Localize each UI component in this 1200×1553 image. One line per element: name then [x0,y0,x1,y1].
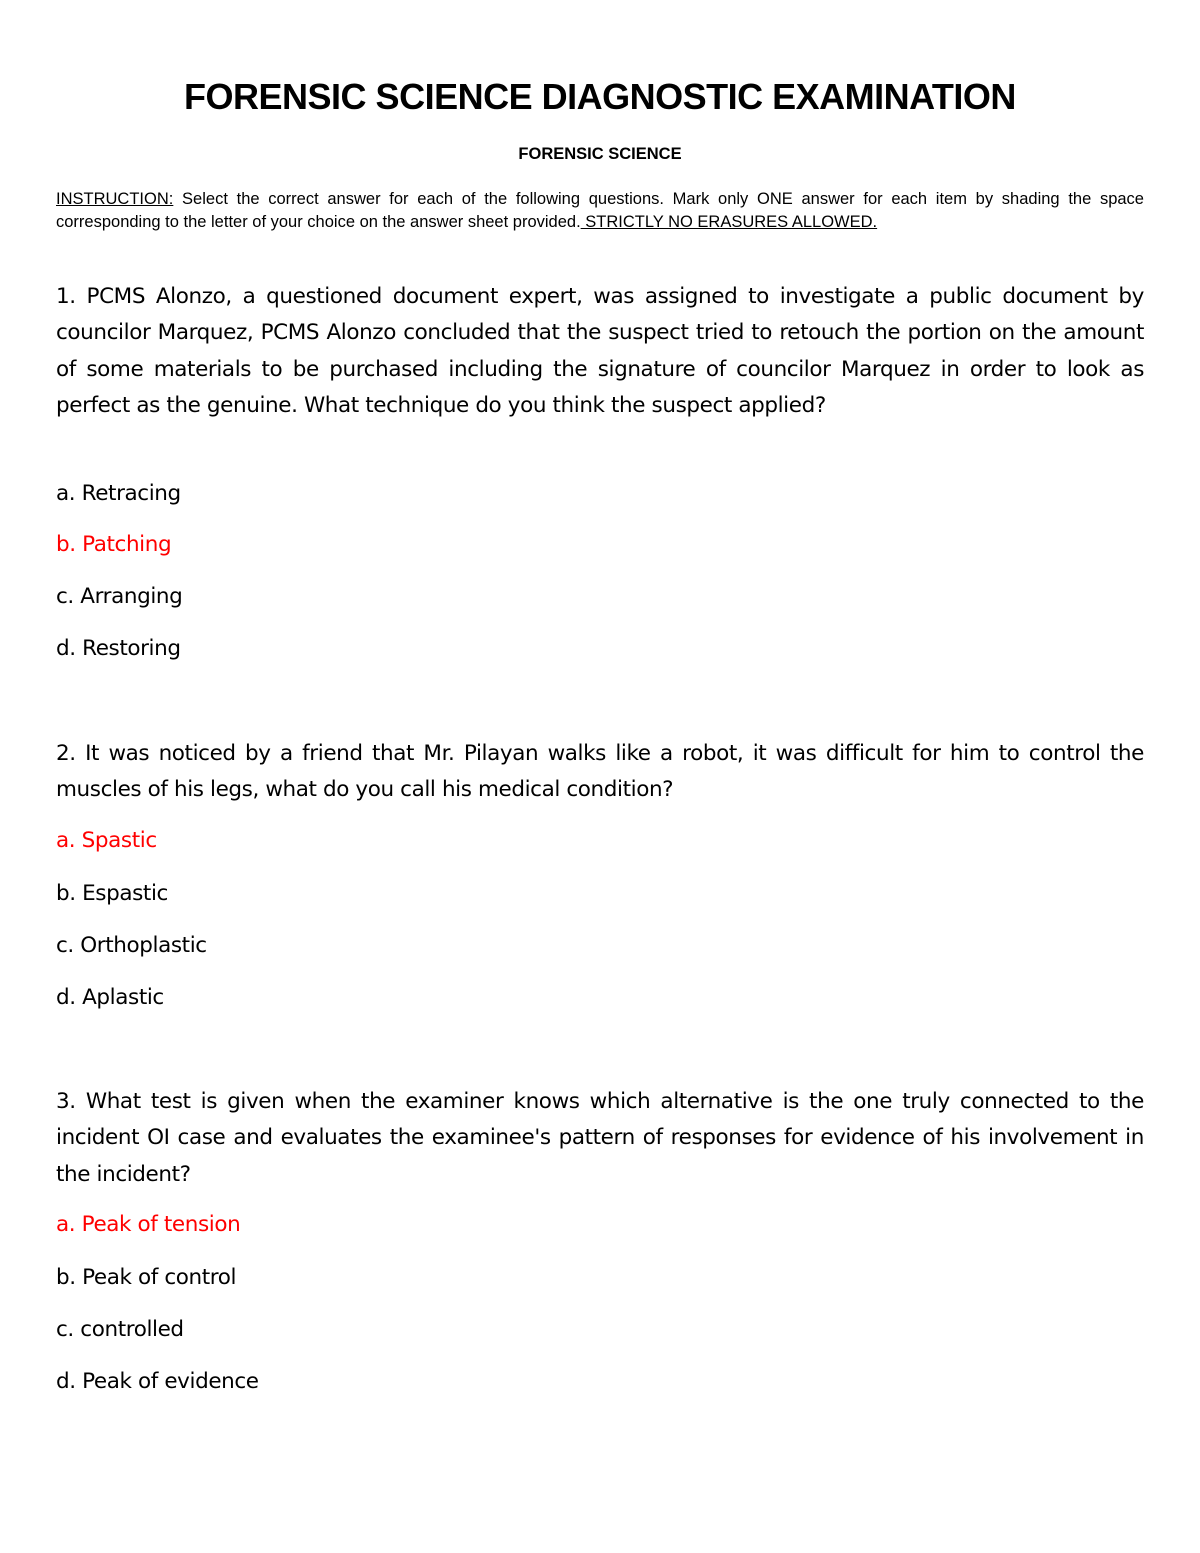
exam-subtitle: FORENSIC SCIENCE [518,145,682,163]
question-3-text: 3. What test is given when the examiner knows which alternative is the one truly connected to the incident OI case and evaluates the examinee's pattern of responses for evidence of his involvement in the incident? [56,1089,1144,1187]
question-1-option-c: c. Arranging [56,584,183,609]
instruction-paragraph [56,188,1144,233]
question-2-option-c: c. Orthoplastic [56,933,207,958]
instruction-label: INSTRUCTION: [56,190,174,208]
question-2-option-a-correct: a. Spastic [56,828,157,853]
instruction-warning: STRICTLY NO ERASURES ALLOWED. [580,212,878,231]
question-1-option-a: a. Retracing [56,481,181,506]
question-3-option-c: c. controlled [56,1317,184,1342]
exam-title: FORENSIC SCIENCE DIAGNOSTIC EXAMINATION [184,76,1016,117]
question-1-text: 1. PCMS Alonzo, a questioned document expert, was assigned to investigate a public document by councilor Marquez, PCMS Alonzo concluded that the suspect tried to retouch the portion on the amount of some materials to be purchased including the signature of councilor Marquez in order to look as perfect as the genuine. What technique do you think the suspect applied? [56,284,1144,419]
question-3-option-b: b. Peak of control [56,1265,237,1290]
question-2-option-b: b. Espastic [56,881,168,906]
question-1-option-d: d. Restoring [56,636,181,661]
instruction-text: Select the correct answer for each of the following questions. Mark only ONE answer for each item by shading the space corresponding to the letter of your choice on the answer sheet provided. [56,190,1144,231]
question-2-option-d: d. Aplastic [56,985,164,1010]
question-3-option-d: d. Peak of evidence [56,1369,259,1394]
question-1-option-b-correct: b. Patching [56,532,172,557]
question-2-text: 2. It was noticed by a friend that Mr. Pilayan walks like a robot, it was difficult for him to control the muscles of his legs, what do you call his medical condition? [56,741,1144,803]
question-3-option-a-correct: a. Peak of tension [56,1212,241,1237]
